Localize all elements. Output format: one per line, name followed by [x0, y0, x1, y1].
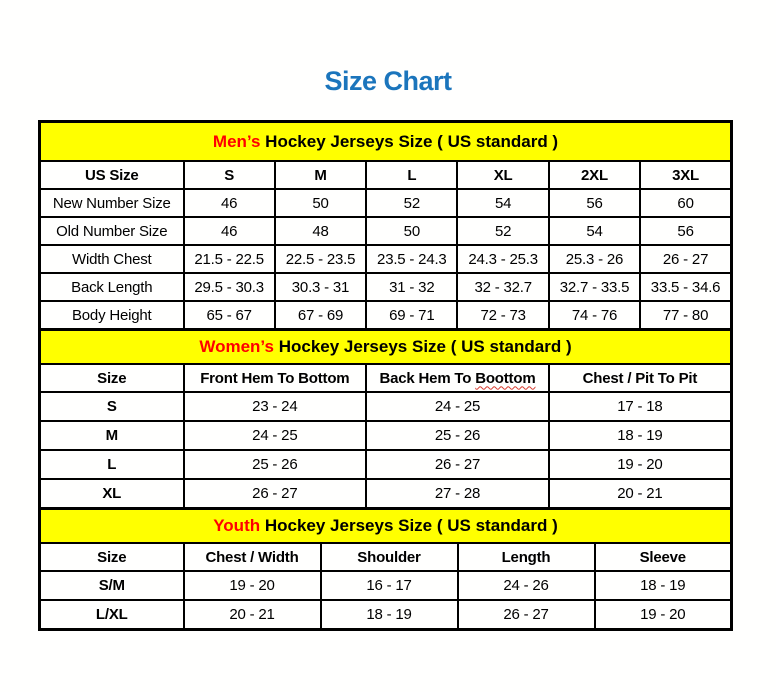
- womens-cell: 17 - 18: [549, 392, 732, 421]
- womens-col-header: Size: [40, 364, 184, 392]
- womens-col-header-back-hem: [366, 364, 549, 392]
- youth-col-header: Size: [40, 543, 184, 571]
- mens-cell: 54: [457, 189, 548, 217]
- womens-col-back-hem-misspelled-word: Boottom: [475, 369, 536, 387]
- youth-col-header: Shoulder: [321, 543, 458, 571]
- mens-section-header: [40, 122, 732, 162]
- mens-cell: 31 - 32: [366, 273, 457, 301]
- mens-row-label: Back Length: [40, 273, 184, 301]
- mens-cell: 65 - 67: [184, 301, 275, 330]
- mens-row-label: Width Chest: [40, 245, 184, 273]
- mens-cell: 48: [275, 217, 366, 245]
- womens-cell: 23 - 24: [184, 392, 367, 421]
- youth-section-header-accent: Youth: [213, 516, 261, 535]
- youth-section-header-row: [40, 509, 732, 544]
- mens-cell: 46: [184, 217, 275, 245]
- mens-section-header-accent: Men’s: [212, 131, 261, 151]
- womens-col-header: Chest / Pit To Pit: [549, 364, 732, 392]
- womens-col-back-hem-prefix: Back Hem To: [379, 369, 472, 387]
- youth-columns-row: [40, 543, 732, 571]
- womens-cell: 24 - 25: [366, 392, 549, 421]
- table-row: [40, 217, 732, 245]
- mens-cell: 23.5 - 24.3: [366, 245, 457, 273]
- youth-section-header: [40, 509, 732, 544]
- table-row: [40, 245, 732, 273]
- table-row: [40, 273, 732, 301]
- youth-cell: 26 - 27: [458, 600, 595, 630]
- table-row: [40, 301, 732, 330]
- mens-size-table: [38, 120, 733, 331]
- mens-cell: 56: [549, 189, 640, 217]
- womens-row-label: M: [40, 421, 184, 450]
- mens-cell: 50: [275, 189, 366, 217]
- womens-cell: 27 - 28: [366, 479, 549, 509]
- youth-cell: 19 - 20: [595, 600, 732, 630]
- youth-cell: 24 - 26: [458, 571, 595, 600]
- mens-cell: 26 - 27: [640, 245, 731, 273]
- mens-cell: 22.5 - 23.5: [275, 245, 366, 273]
- youth-col-header: Chest / Width: [184, 543, 321, 571]
- womens-row-label: XL: [40, 479, 184, 509]
- womens-section-header-accent: Women’s: [199, 337, 274, 356]
- mens-cell: 32.7 - 33.5: [549, 273, 640, 301]
- mens-cell: 72 - 73: [457, 301, 548, 330]
- mens-row-label: New Number Size: [40, 189, 184, 217]
- table-row: [40, 450, 732, 479]
- mens-cell: 77 - 80: [640, 301, 731, 330]
- mens-col-header: S: [184, 161, 275, 189]
- mens-cell: 46: [184, 189, 275, 217]
- womens-cell: 20 - 21: [549, 479, 732, 509]
- mens-cell: 74 - 76: [549, 301, 640, 330]
- mens-cell: 67 - 69: [275, 301, 366, 330]
- mens-cell: 60: [640, 189, 731, 217]
- womens-section-header-row: [40, 330, 732, 365]
- womens-row-label: L: [40, 450, 184, 479]
- womens-cell: 26 - 27: [184, 479, 367, 509]
- mens-cell: 21.5 - 22.5: [184, 245, 275, 273]
- womens-section-header: [40, 330, 732, 365]
- mens-col-header: L: [366, 161, 457, 189]
- mens-col-header: XL: [457, 161, 548, 189]
- mens-cell: 52: [457, 217, 548, 245]
- mens-cell: 24.3 - 25.3: [457, 245, 548, 273]
- youth-cell: 16 - 17: [321, 571, 458, 600]
- mens-section-header-rest: Hockey Jerseys Size ( US standard ): [260, 131, 559, 151]
- mens-cell: 54: [549, 217, 640, 245]
- table-row: [40, 479, 732, 509]
- mens-cell: 32 - 32.7: [457, 273, 548, 301]
- womens-columns-row: [40, 364, 732, 392]
- table-row: [40, 189, 732, 217]
- womens-cell: 24 - 25: [184, 421, 367, 450]
- size-chart-tables: [38, 120, 733, 631]
- youth-cell: 18 - 19: [595, 571, 732, 600]
- mens-section-header-row: [40, 122, 732, 162]
- mens-col-header: M: [275, 161, 366, 189]
- womens-cell: 25 - 26: [366, 421, 549, 450]
- womens-cell: 18 - 19: [549, 421, 732, 450]
- youth-row-label: L/XL: [40, 600, 184, 630]
- womens-section-header-rest: Hockey Jerseys Size ( US standard ): [273, 337, 572, 356]
- page-title: Size Chart: [324, 66, 452, 96]
- mens-col-header: US Size: [40, 161, 184, 189]
- youth-size-table: [38, 507, 733, 631]
- mens-row-label: Old Number Size: [40, 217, 184, 245]
- womens-row-label: S: [40, 392, 184, 421]
- womens-col-header: Front Hem To Bottom: [184, 364, 367, 392]
- womens-size-table: [38, 328, 733, 510]
- womens-cell: 25 - 26: [184, 450, 367, 479]
- mens-col-header: 2XL: [549, 161, 640, 189]
- youth-section-header-rest: Hockey Jerseys Size ( US standard ): [260, 516, 558, 535]
- youth-cell: 20 - 21: [184, 600, 321, 630]
- womens-cell: 19 - 20: [549, 450, 732, 479]
- mens-cell: 56: [640, 217, 731, 245]
- youth-col-header: Length: [458, 543, 595, 571]
- mens-cell: 69 - 71: [366, 301, 457, 330]
- mens-cell: 50: [366, 217, 457, 245]
- table-row: [40, 571, 732, 600]
- mens-columns-row: [40, 161, 732, 189]
- youth-col-header: Sleeve: [595, 543, 732, 571]
- mens-cell: 25.3 - 26: [549, 245, 640, 273]
- mens-row-label: Body Height: [40, 301, 184, 330]
- youth-cell: 19 - 20: [184, 571, 321, 600]
- table-row: [40, 600, 732, 630]
- mens-cell: 52: [366, 189, 457, 217]
- youth-cell: 18 - 19: [321, 600, 458, 630]
- table-row: [40, 421, 732, 450]
- mens-col-header: 3XL: [640, 161, 731, 189]
- womens-cell: 26 - 27: [366, 450, 549, 479]
- mens-cell: 30.3 - 31: [275, 273, 366, 301]
- youth-row-label: S/M: [40, 571, 184, 600]
- table-row: [40, 392, 732, 421]
- mens-cell: 29.5 - 30.3: [184, 273, 275, 301]
- mens-cell: 33.5 - 34.6: [640, 273, 731, 301]
